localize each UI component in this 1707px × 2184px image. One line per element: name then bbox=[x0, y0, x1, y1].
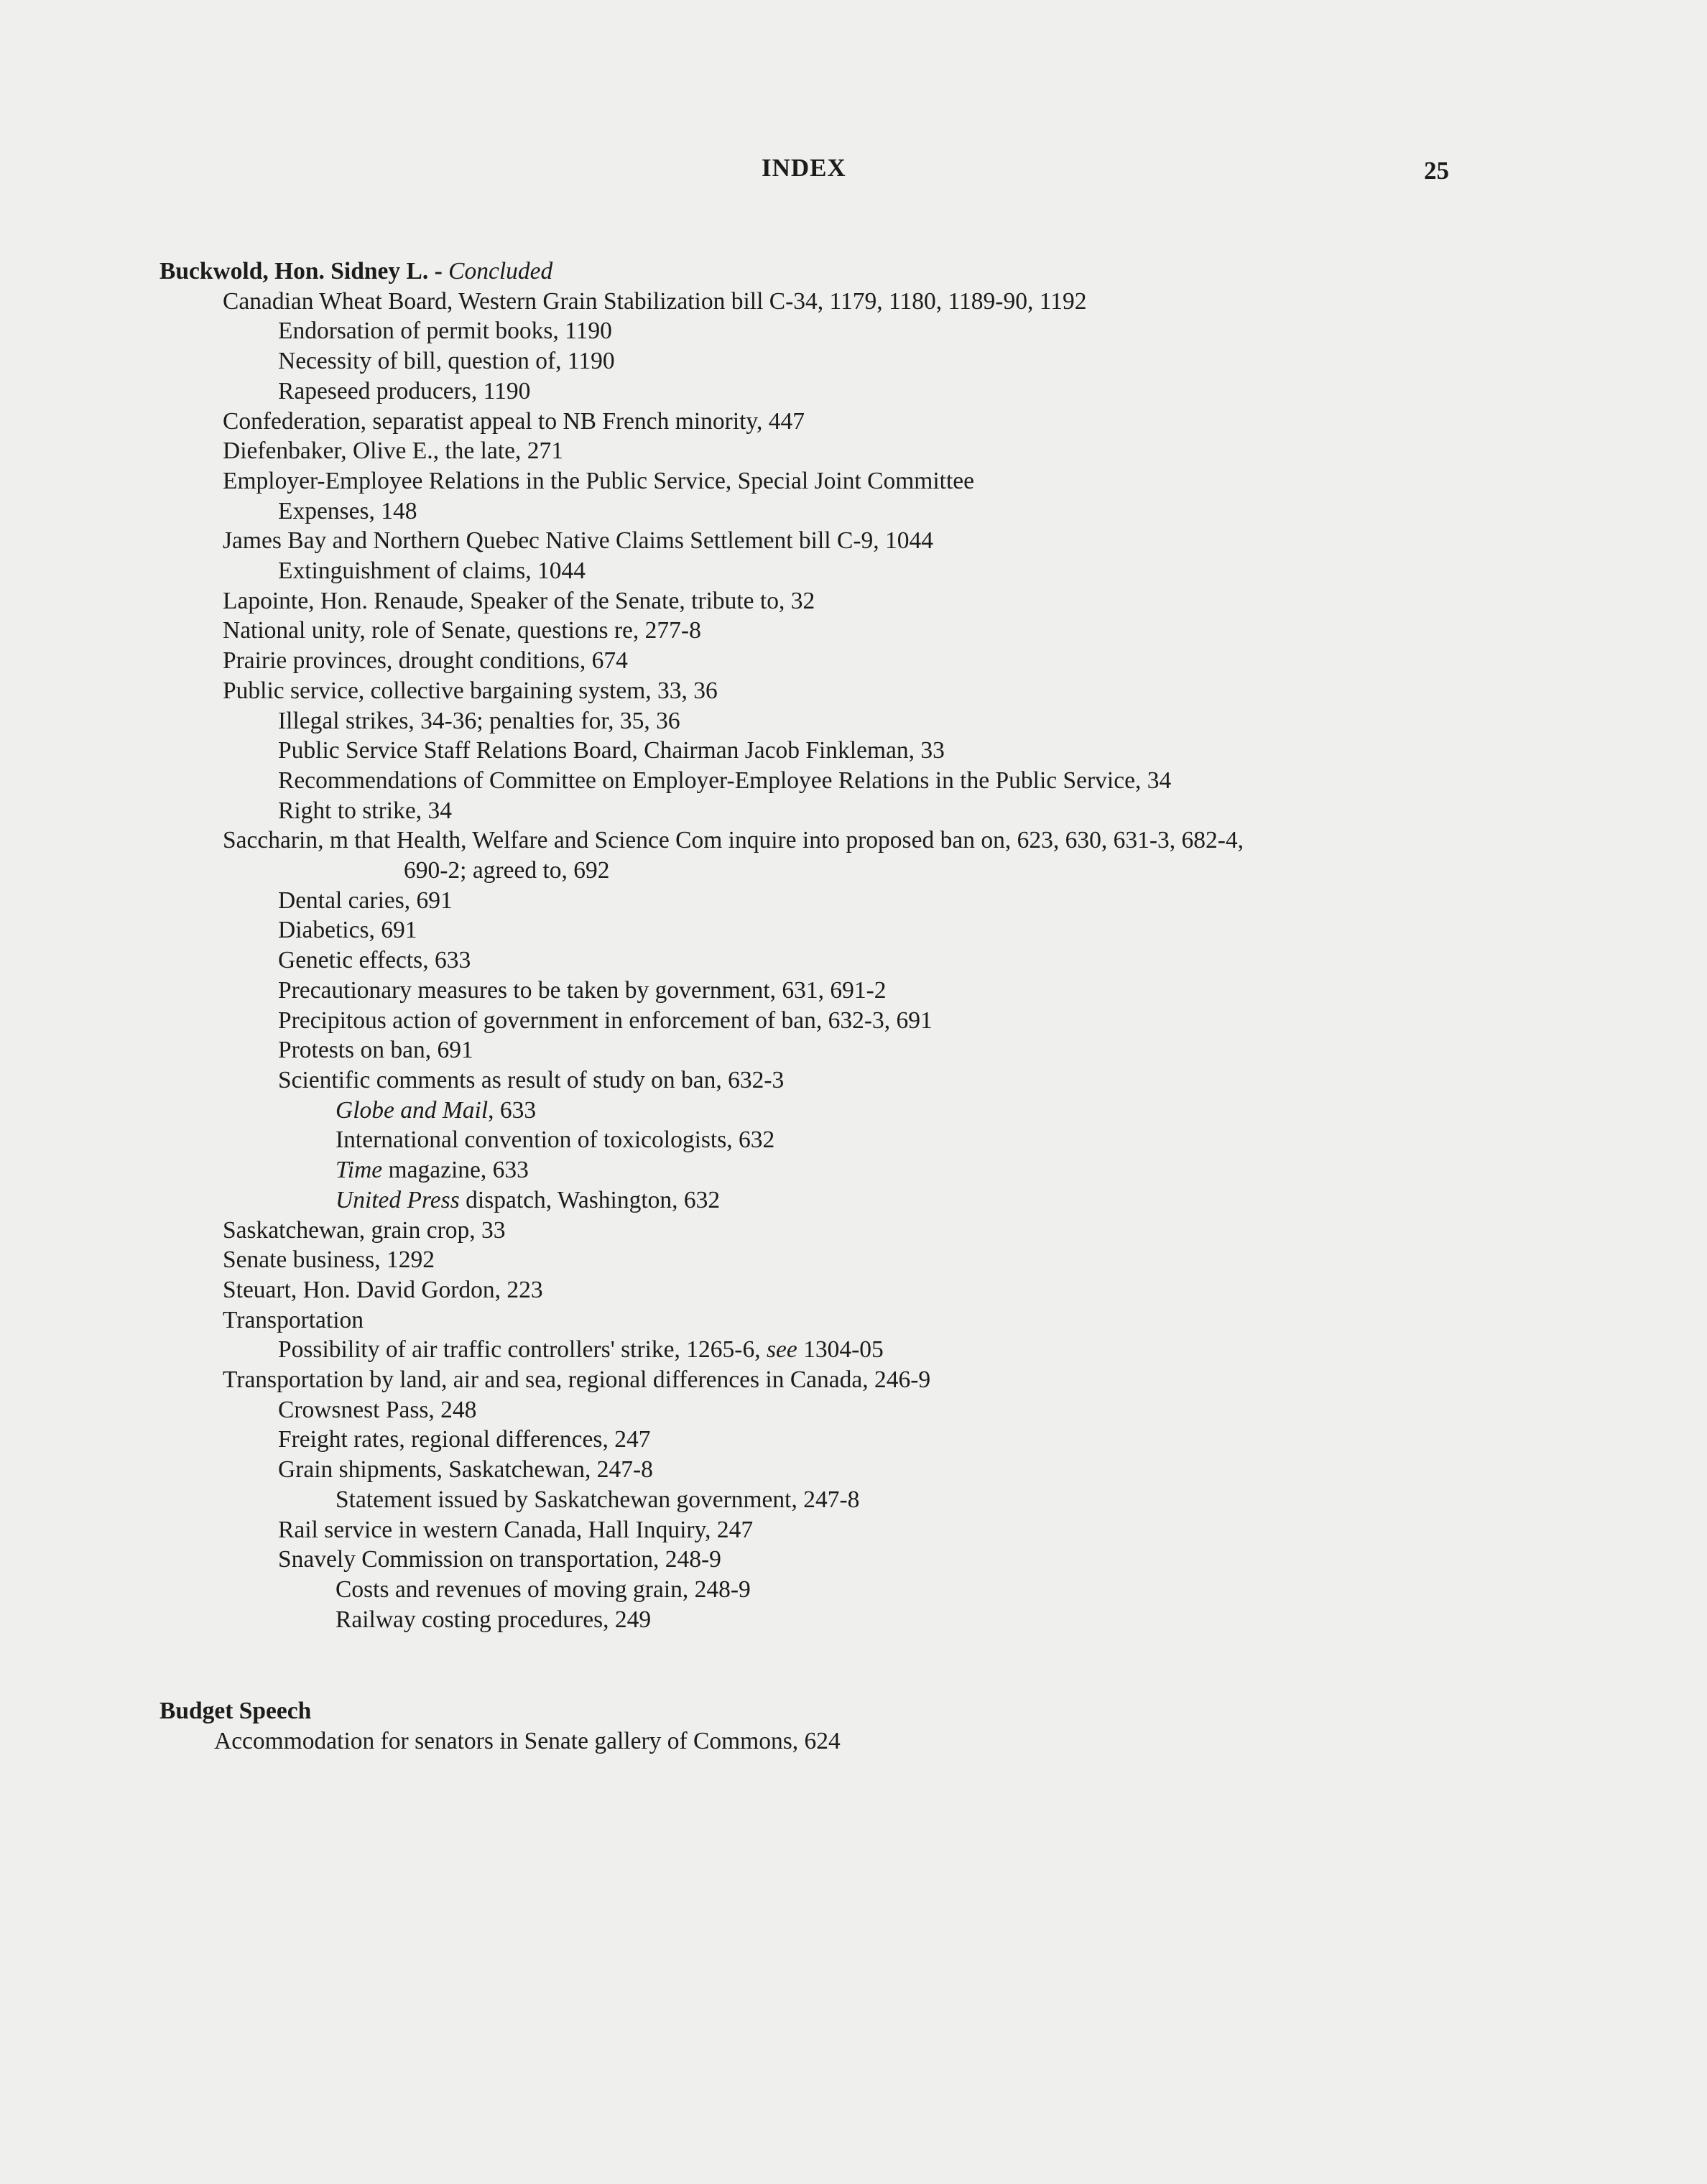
index-entry: Prairie provinces, drought conditions, 674 bbox=[223, 647, 628, 675]
index-subentry: Precipitous action of government in enforcement of ban, 632-3, 691 bbox=[278, 1007, 933, 1034]
index-subentry: Grain shipments, Saskatchewan, 247-8 bbox=[278, 1456, 653, 1484]
heading-text: Buckwold, Hon. Sidney L. - bbox=[159, 258, 449, 284]
index-subentry: Expenses, 148 bbox=[278, 497, 417, 524]
index-subentry: Public Service Staff Relations Board, Chairman Jacob Finkleman, 33 bbox=[278, 737, 945, 764]
page-title: INDEX bbox=[762, 154, 846, 182]
index-subsubentry bbox=[159, 1185, 1568, 1216]
index-subsubentry: Railway costing procedures, 249 bbox=[336, 1606, 652, 1633]
index-subentry bbox=[159, 1335, 1568, 1365]
index-subsubentry: Costs and revenues of moving grain, 248-9 bbox=[336, 1575, 751, 1603]
entry-pages: magazine, 633 bbox=[382, 1157, 529, 1184]
publication-title: United Press bbox=[336, 1186, 460, 1213]
index-entry: James Bay and Northern Quebec Native Claims Settlement bill C-9, 1044 bbox=[223, 527, 933, 555]
section-heading bbox=[159, 256, 1568, 287]
index-entry: Employer-Employee Relations in the Public Service, Special Joint Committee bbox=[223, 467, 974, 494]
page-number: 25 bbox=[1424, 157, 1449, 185]
index-subentry: Snavely Commission on transportation, 248-9 bbox=[278, 1546, 721, 1573]
index-entry: Saskatchewan, grain crop, 33 bbox=[223, 1216, 506, 1244]
index-entry: National unity, role of Senate, questions re, 277-8 bbox=[223, 617, 701, 644]
see-reference: see bbox=[766, 1336, 797, 1364]
entry-pages: , 633 bbox=[488, 1096, 537, 1124]
index-subentry: Necessity of bill, question of, 1190 bbox=[278, 348, 615, 375]
index-subentry: Freight rates, regional differences, 247 bbox=[278, 1426, 651, 1453]
entry-pages: 1304-05 bbox=[797, 1336, 884, 1364]
index-subsubentry: International convention of toxicologists, 632 bbox=[336, 1126, 775, 1154]
publication-title: Globe and Mail bbox=[336, 1096, 489, 1124]
heading-suffix: Concluded bbox=[448, 258, 553, 284]
index-body bbox=[159, 256, 1568, 1757]
index-subentry: Crowsnest Pass, 248 bbox=[278, 1396, 477, 1423]
index-subsubentry bbox=[159, 1155, 1568, 1185]
index-subentry: Endorsation of permit books, 1190 bbox=[278, 318, 612, 345]
index-entry: Lapointe, Hon. Renaude, Speaker of the Senate, tribute to, 32 bbox=[223, 587, 815, 614]
index-entry: Steuart, Hon. David Gordon, 223 bbox=[223, 1276, 543, 1303]
index-subentry: Diabetics, 691 bbox=[278, 917, 417, 944]
index-subentry: Illegal strikes, 34-36; penalties for, 35, 36 bbox=[278, 707, 680, 734]
index-subentry: Right to strike, 34 bbox=[278, 797, 452, 824]
section-gap bbox=[159, 1634, 1568, 1696]
index-subentry: Rapeseed producers, 1190 bbox=[278, 377, 531, 404]
index-subentry: Protests on ban, 691 bbox=[278, 1037, 473, 1064]
index-entry-continuation: 690-2; agreed to, 692 bbox=[404, 857, 610, 884]
index-entry: Saccharin, m that Health, Welfare and Science Com inquire into proposed ban on, 623, 630, 631-3, 682-4, bbox=[223, 827, 1244, 854]
index-entry: Transportation by land, air and sea, regional differences in Canada, 246-9 bbox=[223, 1366, 931, 1394]
section-heading: Budget Speech bbox=[159, 1698, 312, 1725]
index-entry: Public service, collective bargaining system, 33, 36 bbox=[223, 677, 718, 704]
index-subsubentry: Statement issued by Saskatchewan government, 247-8 bbox=[336, 1486, 860, 1513]
index-entry: Transportation bbox=[223, 1306, 364, 1333]
entry-pages: dispatch, Washington, 632 bbox=[459, 1186, 721, 1213]
publication-title: Time bbox=[336, 1157, 383, 1184]
index-entry: Canadian Wheat Board, Western Grain Stabilization bill C-34, 1179, 1180, 1189-90, 1192 bbox=[223, 287, 1087, 315]
entry-text: Possibility of air traffic controllers' strike, 1265-6, bbox=[278, 1336, 767, 1364]
index-subentry: Recommendations of Committee on Employer-Employee Relations in the Public Service, 34 bbox=[278, 767, 1172, 794]
index-subentry: Genetic effects, 633 bbox=[278, 947, 471, 974]
index-subentry: Precautionary measures to be taken by government, 631, 691-2 bbox=[278, 976, 887, 1004]
index-entry: Confederation, separatist appeal to NB French minority, 447 bbox=[223, 407, 805, 435]
index-subentry: Scientific comments as result of study on ban, 632-3 bbox=[278, 1066, 785, 1093]
index-subsubentry bbox=[159, 1096, 1568, 1126]
index-subentry: Extinguishment of claims, 1044 bbox=[278, 557, 586, 585]
index-subentry: Dental caries, 691 bbox=[278, 887, 453, 914]
index-entry: Senate business, 1292 bbox=[223, 1246, 435, 1274]
index-entry: Diefenbaker, Olive E., the late, 271 bbox=[223, 438, 563, 465]
index-subentry: Rail service in western Canada, Hall Inquiry, 247 bbox=[278, 1516, 754, 1543]
index-entry: Accommodation for senators in Senate gallery of Commons, 624 bbox=[214, 1728, 841, 1755]
